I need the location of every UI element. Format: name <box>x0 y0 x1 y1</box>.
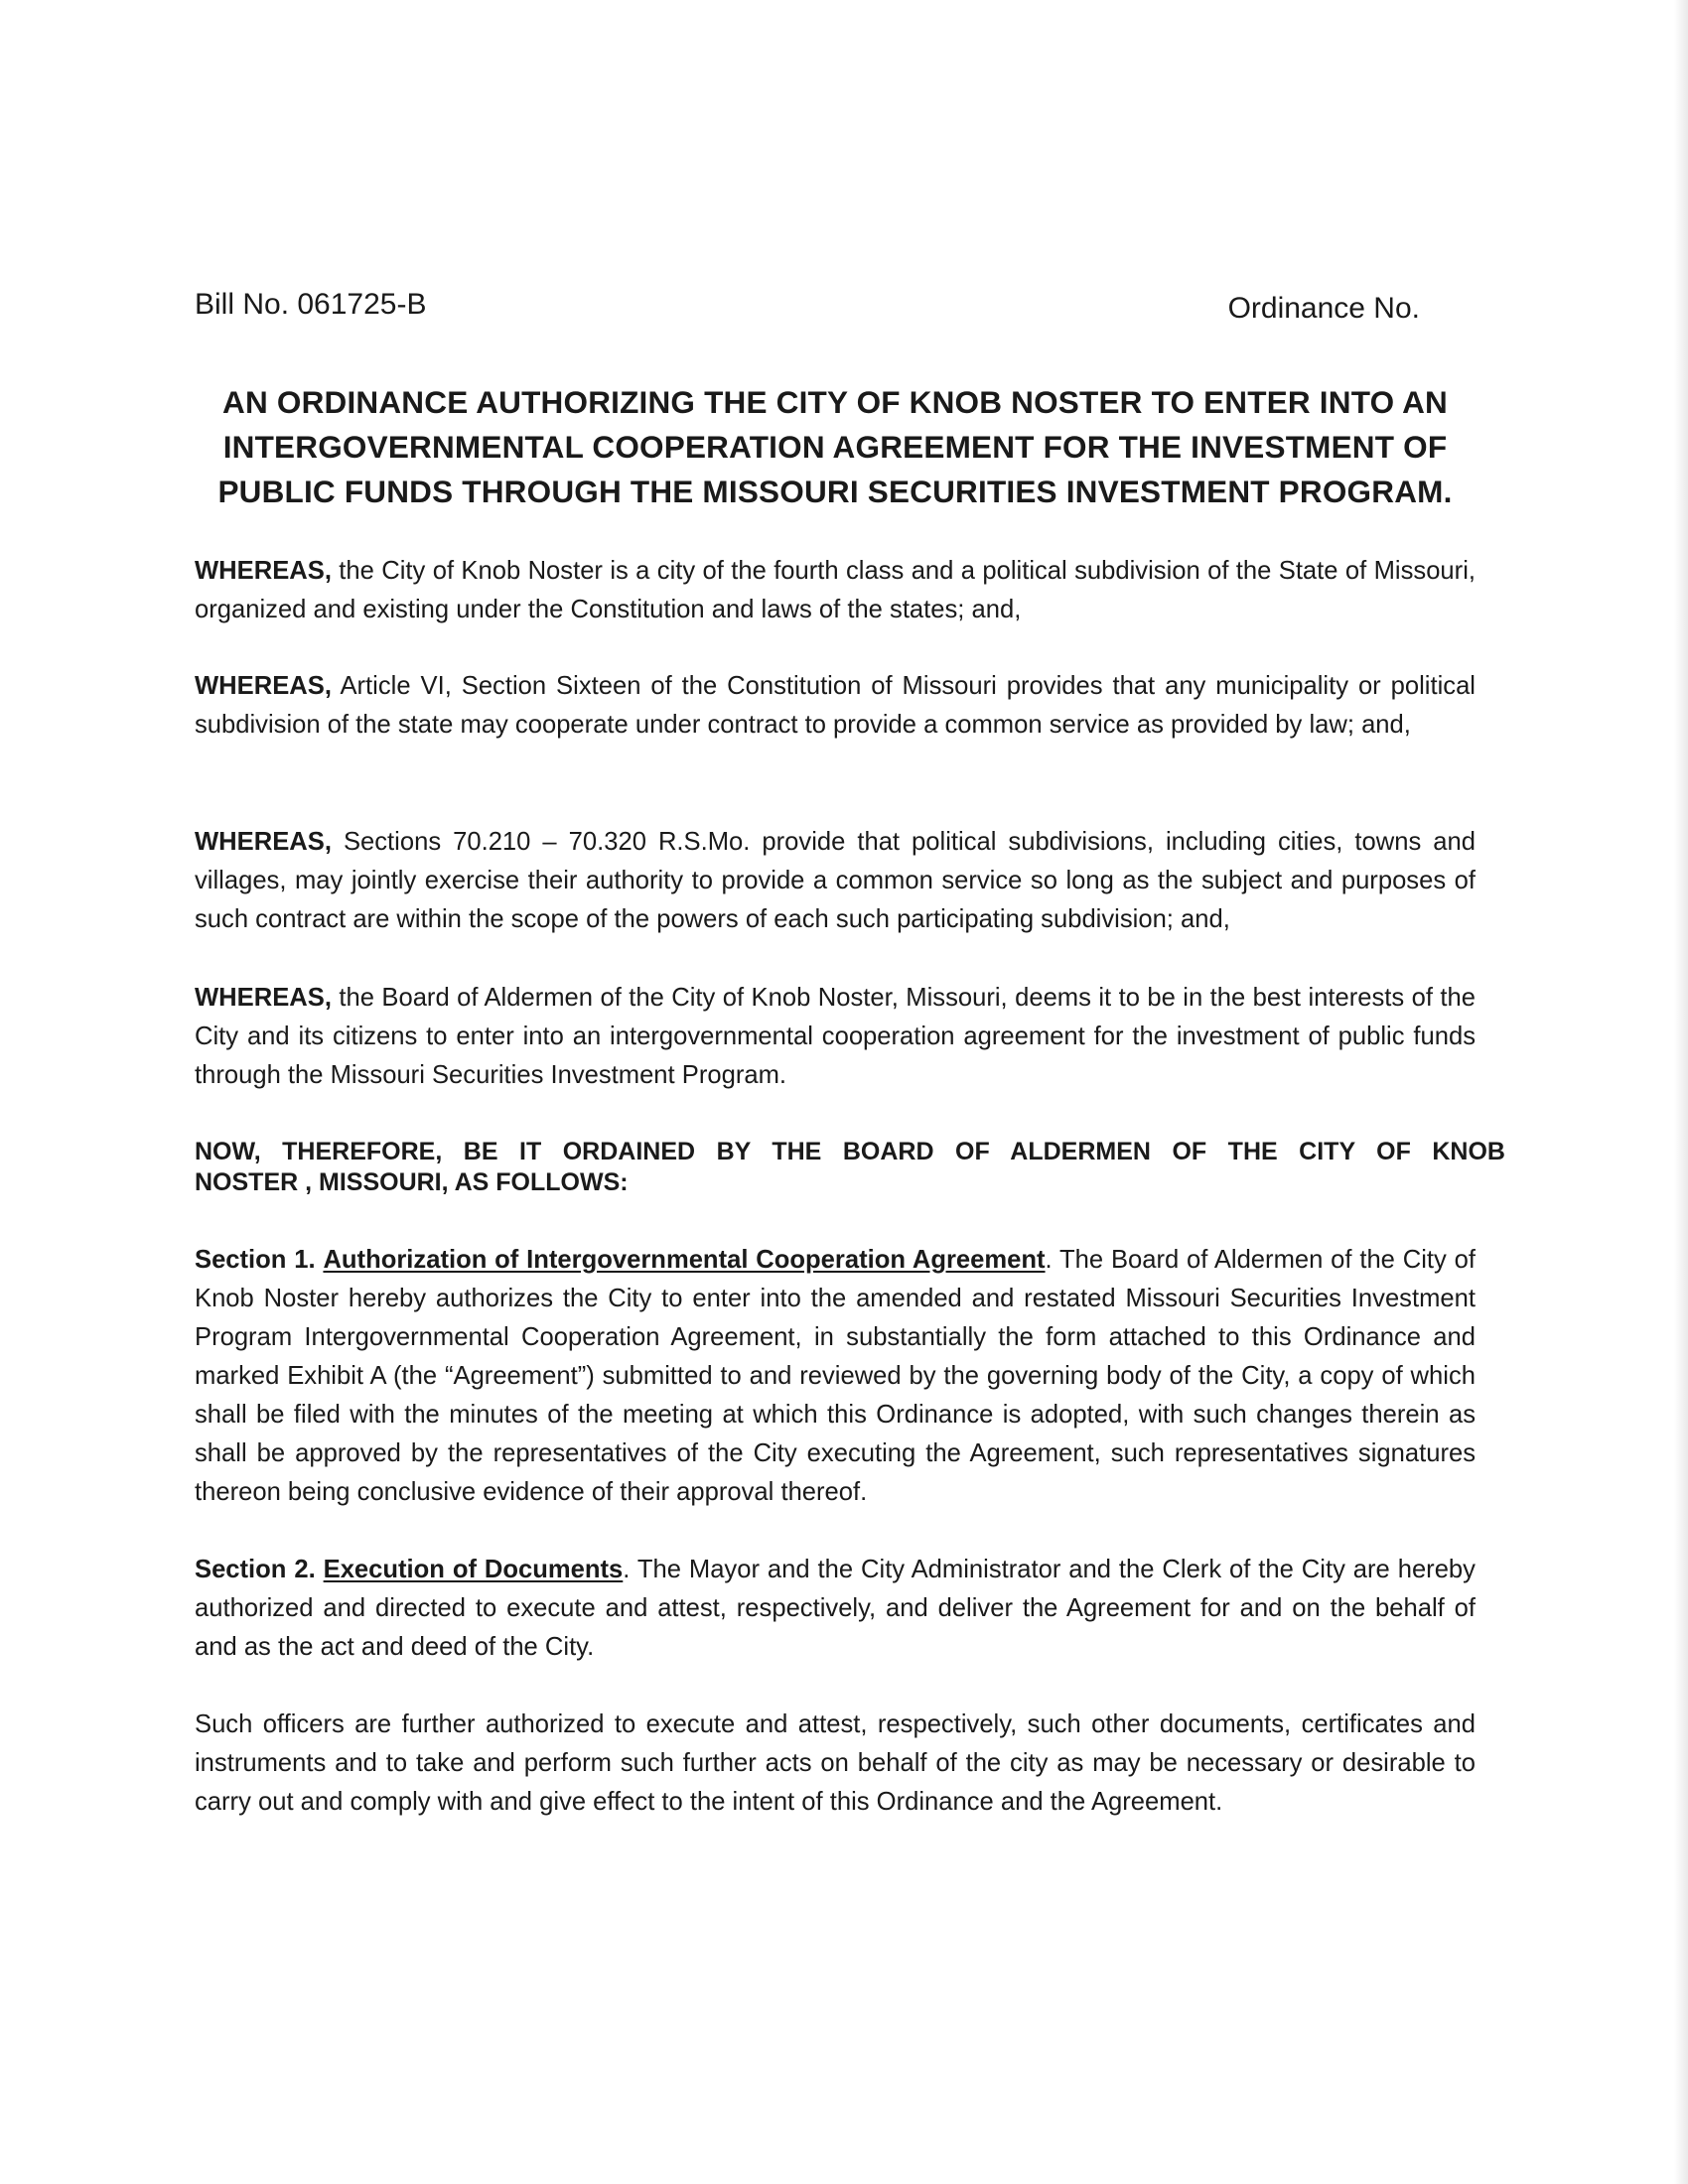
ordaining-clause <box>195 1137 1505 1198</box>
whereas-lead: WHEREAS, <box>195 557 332 585</box>
document-header <box>195 288 1420 328</box>
whereas-text: the Board of Aldermen of the City of Knob Noster, Missouri, deems it to be in the best interests of the City and its citizens to enter into an intergovernmental cooperation agreement for the investment of public funds through the Missouri Securities Investment Program. <box>195 984 1476 1089</box>
section-heading: Execution of Documents <box>323 1556 624 1583</box>
whereas-clause-4 <box>195 979 1476 1095</box>
title-line-3: PUBLIC FUNDS THROUGH THE MISSOURI SECURITIES INVESTMENT PROGRAM. <box>217 474 1453 509</box>
title-line-1: AN ORDINANCE AUTHORIZING THE CITY OF KNOB NOSTER TO ENTER INTO AN <box>222 384 1448 420</box>
ordain-line-2: NOSTER , MISSOURI, AS FOLLOWS: <box>195 1168 629 1196</box>
section-number: Section 1. <box>195 1246 316 1274</box>
section-text: . The Mayor and the City Administrator and the Clerk of the City are hereby authorized and directed to execute and attest, respectively, and deliver the Agreement for and on the behalf of and as the act and deed of the City. <box>195 1556 1476 1661</box>
whereas-text: the City of Knob Noster is a city of the fourth class and a political subdivision of the State of Missouri, organized and existing under the Constitution and laws of the states; and, <box>195 557 1476 623</box>
bill-number: Bill No. 061725-B <box>195 288 427 321</box>
closing-paragraph: Such officers are further authorized to execute and attest, respectively, such other documents, certificates and instruments and to take and perform such further acts on behalf of the city as may be necessary or desirable to carry out and comply with and give effect to the intent of this Ordinance and the Agreement. <box>195 1710 1476 1816</box>
whereas-lead: WHEREAS, <box>195 984 332 1012</box>
section-text: . The Board of Aldermen of the City of Knob Noster hereby authorizes the City to enter into the amended and restated Missouri Securities Investment Program Intergovernmental Cooperation Agreement, in substantially the form attached to this Ordinance and marked Exhibit A (the “Agreement”) submitted to and reviewed by the governing body of the City, a copy of which shall be filed with the minutes of the meeting at which this Ordinance is adopted, with such changes therein as shall be approved by the representatives of the City executing the Agreement, such representatives signatures thereon being conclusive evidence of their approval thereof. <box>195 1246 1476 1506</box>
whereas-clause-3 <box>195 823 1476 939</box>
whereas-clause-1 <box>195 552 1476 629</box>
ordinance-title <box>195 380 1476 514</box>
section-heading: Authorization of Intergovernmental Cooperation Agreement <box>323 1246 1046 1274</box>
page-edge-shadow <box>1674 0 1688 2184</box>
whereas-text: Article VI, Section Sixteen of the Constitution of Missouri provides that any municipality or political subdivision of the state may cooperate under contract to provide a common service as provided by law; and, <box>195 672 1476 739</box>
whereas-clause-2 <box>195 667 1476 745</box>
whereas-text: Sections 70.210 – 70.320 R.S.Mo. provide that political subdivisions, including cities, towns and villages, may jointly exercise their authority to provide a common service so long as the subject and purposes of such contract are within the scope of the powers of each such participating subdivision; and, <box>195 828 1476 933</box>
ordinance-number: Ordinance No. <box>1227 292 1420 325</box>
section-2 <box>195 1551 1476 1667</box>
ordain-line-1: NOW, THEREFORE, BE IT ORDAINED BY THE BOARD OF ALDERMEN OF THE CITY OF KNOB <box>195 1138 1505 1165</box>
section-1 <box>195 1241 1476 1512</box>
whereas-lead: WHEREAS, <box>195 672 332 700</box>
section-number: Section 2. <box>195 1556 316 1583</box>
title-line-2: INTERGOVERNMENTAL COOPERATION AGREEMENT FOR THE INVESTMENT OF <box>222 429 1448 465</box>
whereas-lead: WHEREAS, <box>195 828 332 856</box>
